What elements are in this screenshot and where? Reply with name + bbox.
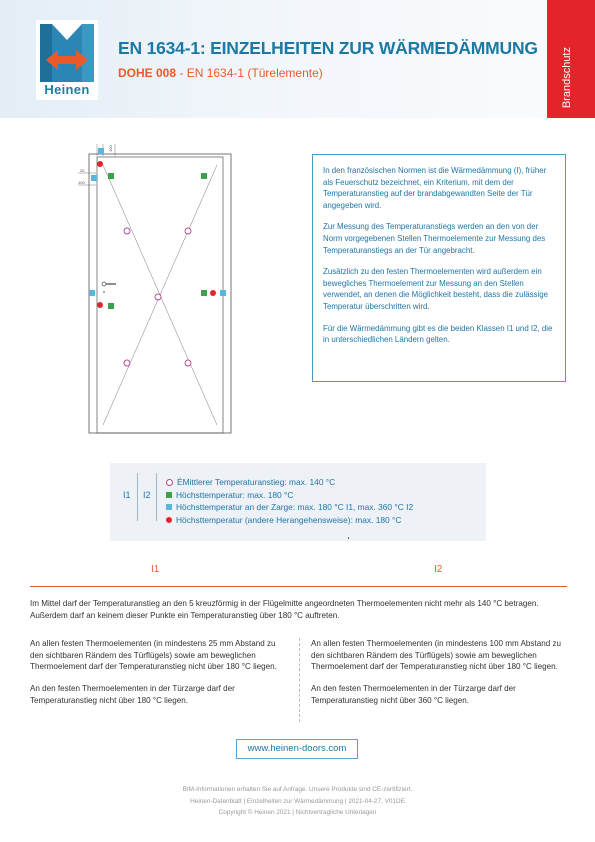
page-title: EN 1634-1: EINZELHEITEN ZUR WÄRMEDÄMMUNG (118, 38, 538, 58)
column-header-i2: I2 (434, 564, 443, 575)
info-paragraph: Zur Messung des Temperaturanstiegs werden an den von der Norm vorgegebenen Stellen Thermoelemente zur Messung des Temperaturanstiegs an der Tür angebracht. (323, 222, 546, 255)
column-paragraph: An allen festen Thermoelementen (in mindestens 25 mm Abstand zu den sichtbaren Rändern des Türflügels) sowie am beweglichen Thermoelement darf der Temperaturanstieg nicht über 180 °C liegen. (30, 639, 277, 672)
category-tab (547, 0, 595, 118)
cyan-square-icon (166, 504, 172, 510)
legend-divider (156, 473, 157, 521)
legend-item-label: Höchsttemperatur: max. 180 °C (176, 489, 294, 500)
info-box (312, 154, 566, 382)
frame-thermocouple (89, 290, 95, 296)
mean-thermocouple (124, 360, 130, 366)
separator-dot (348, 537, 349, 539)
green-square-icon (166, 492, 172, 498)
legend-class-i1: I1 (123, 490, 131, 500)
legend-item (166, 489, 413, 502)
subtitle-text: - EN 1634-1 (Türelemente) (176, 66, 323, 80)
summary-text: Im Mittel darf der Temperaturanstieg an den 5 kreuzförmig in der Flügelmitte angeordneten Thermoelementen nicht mehr als 140 °C betragen. Außerdem darf an keinem dieser Punkte ein Temperaturanstieg über 180 °C auftreten. (30, 599, 539, 620)
frame-thermocouple (98, 148, 104, 154)
max-thermocouple (108, 303, 114, 309)
column-paragraph: An den festen Thermoelementen in der Türzarge darf der Temperaturanstieg nicht über 360 °C liegen. (311, 684, 516, 705)
roving-thermocouple (97, 302, 103, 308)
mean-thermocouple (185, 360, 191, 366)
keyhole-icon (103, 291, 105, 293)
frame-thermocouple (91, 175, 97, 181)
mean-thermocouple (155, 294, 161, 300)
footer-line: Heinen-Datenblatt | Einzelheiten zur Wärmedämmung | 2021-04-27, V01DE (190, 797, 405, 805)
legend-item-label: Höchsttemperatur (andere Herangehensweise): max. 180 °C (176, 514, 402, 525)
column-paragraph: An den festen Thermoelementen in der Türzarge darf der Temperaturanstieg nicht über 180 °C liegen. (30, 684, 235, 705)
footer-line: Copyright © Heinen 2021 | Nichtvertragliche Unterlagen (218, 809, 377, 816)
logo-mark-icon (36, 20, 98, 86)
frame-thermocouple (220, 290, 226, 296)
dim-label: 100 (78, 180, 85, 185)
footer-line: BIM-Informationen erhalten Sie auf Anfrage. Unsere Produkte sind CE-zertifiziert. (182, 786, 413, 793)
column-i2 (311, 638, 569, 717)
red-dot-icon (166, 517, 172, 523)
logo-text: Heinen (44, 82, 90, 97)
legend-divider (137, 473, 138, 521)
roving-thermocouple (210, 290, 216, 296)
footer (0, 784, 595, 819)
document-code: DOHE 008 (118, 66, 177, 80)
legend-item-label: Höchsttemperatur an der Zarge: max. 180 °C I1, max. 360 °C I2 (176, 502, 414, 512)
page-subtitle (118, 66, 323, 80)
legend-class-i2: I2 (143, 490, 151, 500)
heinen-logo (36, 20, 98, 100)
category-label: Brandschutz (561, 46, 573, 108)
website-link[interactable]: www.heinen-doors.com (236, 739, 358, 759)
roving-thermocouple (97, 161, 103, 167)
legend-item (166, 514, 413, 527)
column-divider (299, 638, 300, 722)
door-frame (89, 154, 231, 433)
max-thermocouple (201, 290, 207, 296)
info-paragraph: In den französischen Normen ist die Wärmedämmung (I), früher als Feuerschutz bezeichnet, ein Kriterium, mit dem der Temperaturanstieg auf der brandabgewandten Seite der Tür angegeben wird. (323, 166, 547, 210)
column-header-i1: I1 (151, 564, 160, 575)
legend-box (110, 463, 486, 541)
info-paragraph: Zusätzlich zu den festen Thermoelementen wird außerdem ein bewegliches Thermoelement zur Messung an den Stellen verwendet, an denen die Möglichkeit besteht, dass die zulässige Temperatur überschritten wird. (323, 267, 549, 311)
dim-label: 25 (80, 168, 85, 173)
door-handle-icon (102, 282, 106, 286)
mean-thermocouple (124, 228, 130, 234)
legend-item (166, 476, 413, 489)
max-thermocouple (201, 173, 207, 179)
section-divider (30, 586, 567, 587)
column-i1 (30, 638, 288, 717)
mean-thermocouple (185, 228, 191, 234)
legend-items (166, 476, 413, 526)
legend-item-label: ÉMittlerer Temperaturanstieg: max. 140 °C (177, 477, 336, 487)
door-diagram (70, 140, 250, 440)
legend-item (166, 501, 413, 514)
info-paragraph: Für die Wärmedämmung gibt es die beiden Klassen I1 und I2, die in unterschiedlichen Ländern gelten. (323, 323, 553, 345)
dim-label: 100 (108, 145, 113, 152)
max-thermocouple (108, 173, 114, 179)
column-paragraph: An allen festen Thermoelementen (in mindestens 100 mm Abstand zu den sichtbaren Rändern des Türflügels) sowie am beweglichen Thermoelement darf der Temperaturanstieg nicht über 180 °C liegen. (311, 639, 561, 672)
circle-marker-icon (166, 479, 173, 486)
